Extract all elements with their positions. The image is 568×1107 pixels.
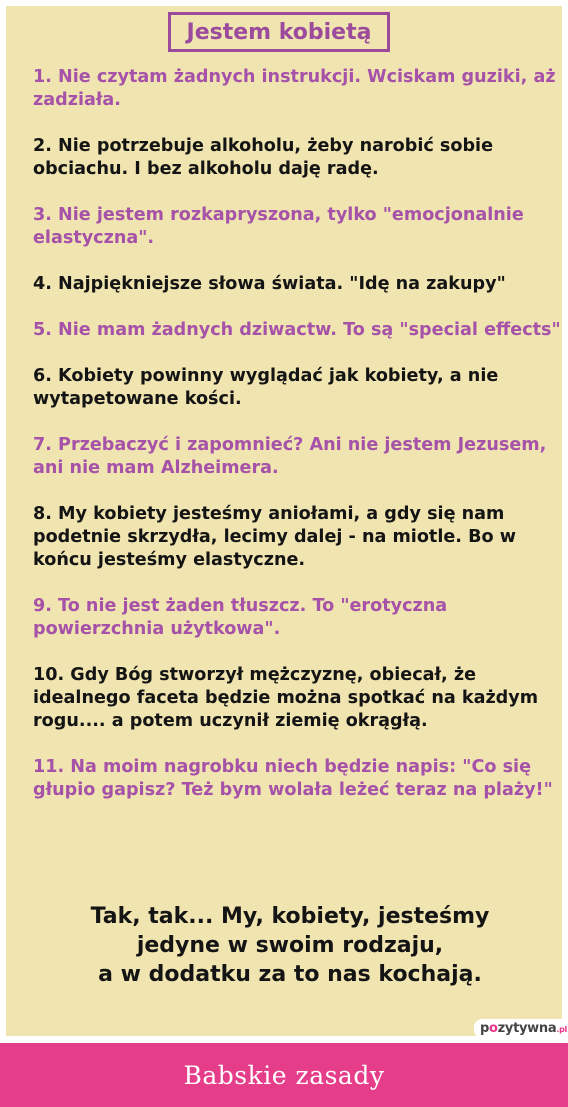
rule-item: 4. Najpiękniejsze słowa świata. "Idę na zakupy": [33, 274, 506, 294]
closing-line-1: Tak, tak... My, kobiety, jesteśmy: [90, 904, 490, 929]
rule-item: 6. Kobiety powinny wyglądać jak kobiety, a nie wytapetowane kości.: [33, 366, 499, 409]
page-title: Jestem kobietą: [168, 12, 390, 52]
logo-rest: zytywna: [497, 1021, 557, 1036]
rule-item: 11. Na moim nagrobku niech będzie napis: "Co się głupio gapisz? Też bym wolała leżeć teraz na plaży!": [33, 757, 553, 800]
site-logo[interactable]: [474, 1019, 568, 1038]
rule-item: 9. To nie jest żaden tłuszcz. To "erotyczna powierzchnia użytkowa".: [33, 596, 448, 639]
closing-line-2: jedyne w swoim rodzaju,: [136, 933, 444, 958]
logo-tld: .pl: [556, 1025, 567, 1034]
content-card: [6, 6, 567, 1036]
closing-statement: [12, 902, 568, 989]
logo-prefix: p: [480, 1021, 490, 1036]
rule-item: 2. Nie potrzebuje alkoholu, żeby narobić sobie obciachu. I bez alkoholu daję radę.: [33, 136, 494, 179]
footer-banner: [0, 1043, 568, 1107]
logo-o: o: [489, 1021, 498, 1036]
closing-line-3: a w dodatku za to nas kochają.: [98, 962, 482, 987]
rule-item: 10. Gdy Bóg stworzył mężczyznę, obiecał, że idealnego faceta będzie można spotkać na każdym rogu.... a potem uczynił ziemię okrągłą.: [33, 665, 539, 731]
footer-title: Babskie zasady: [183, 1060, 385, 1090]
rules-list: [33, 66, 561, 825]
rule-item: 7. Przebaczyć i zapomnieć? Ani nie jestem Jezusem, ani nie mam Alzheimera.: [33, 435, 547, 478]
rule-item: 8. My kobiety jesteśmy aniołami, a gdy się nam podetnie skrzydła, lecimy dalej - na miotle. Bo w końcu jesteśmy elastyczne.: [33, 504, 516, 570]
rule-item: 5. Nie mam żadnych dziwactw. To są "special effects": [33, 320, 561, 340]
rule-item: 3. Nie jestem rozkapryszona, tylko "emocjonalnie elastyczna".: [33, 205, 524, 248]
rule-item: 1. Nie czytam żadnych instrukcji. Wciskam guziki, aż zadziała.: [33, 67, 556, 110]
